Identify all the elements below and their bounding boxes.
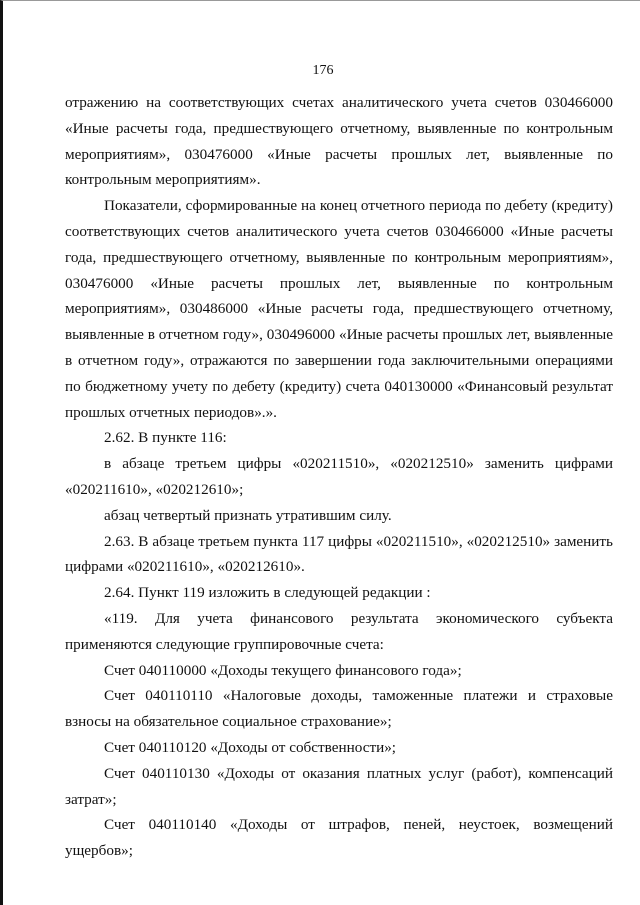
document-body <box>65 90 613 864</box>
paragraph: Показатели, сформированные на конец отчетного периода по дебету (кредиту) соответствующих счетов аналитического учета счетов 030466000 «Иные расчеты года, предшествующего отчетному, выявленные по контрольным мероприятиям», 030476000 «Иные расчеты прошлых лет, выявленные по контрольным мероприятиям», 030486000 «Иные расчеты года, предшествующего отчетному, выявленные в отчетном году», 030496000 «Иные расчеты прошлых лет, выявленные в отчетном году», отражаются по завершении года заключительными операциями по бюджетному учету по дебету (кредиту) счета 040130000 «Финансовый результат прошлых отчетных периодов».». <box>65 197 613 421</box>
paragraph: «119. Для учета финансового результата экономического субъекта применяются следующие группировочные счета: <box>65 609 613 653</box>
paragraph: 2.63. В абзаце третьем пункта 117 цифры «020211510», «020212510» заменить цифрами «020211610», «020212610». <box>65 532 613 576</box>
page-number: 176 <box>312 63 334 78</box>
paragraph: Счет 040110110 «Налоговые доходы, таможенные платежи и страховые взносы на обязательное социальное страхование»; <box>65 687 613 731</box>
paragraph: отражению на соответствующих счетах аналитического учета счетов 030466000 «Иные расчеты года, предшествующего отчетному, выявленные по контрольным мероприятиям», 030476000 «Иные расчеты прошлых лет, выявленные по контрольным мероприятиям». <box>65 94 613 189</box>
paragraph: 2.64. Пункт 119 изложить в следующей редакции : <box>104 584 431 602</box>
paragraph: 2.62. В пункте 116: <box>104 429 227 447</box>
paragraph: Счет 040110140 «Доходы от штрафов, пеней, неустоек, возмещений ущербов»; <box>65 816 613 860</box>
paragraph: Счет 040110120 «Доходы от собственности»; <box>104 738 397 756</box>
paragraph: Счет 040110000 «Доходы текущего финансового года»; <box>104 661 462 679</box>
paragraph: в абзаце третьем цифры «020211510», «020212510» заменить цифрами «020211610», «020212610»; <box>65 455 613 498</box>
paragraph: Счет 040110130 «Доходы от оказания платных услуг (работ), компенсаций затрат»; <box>65 764 613 808</box>
paragraph: абзац четвертый признать утратившим силу. <box>104 506 392 524</box>
